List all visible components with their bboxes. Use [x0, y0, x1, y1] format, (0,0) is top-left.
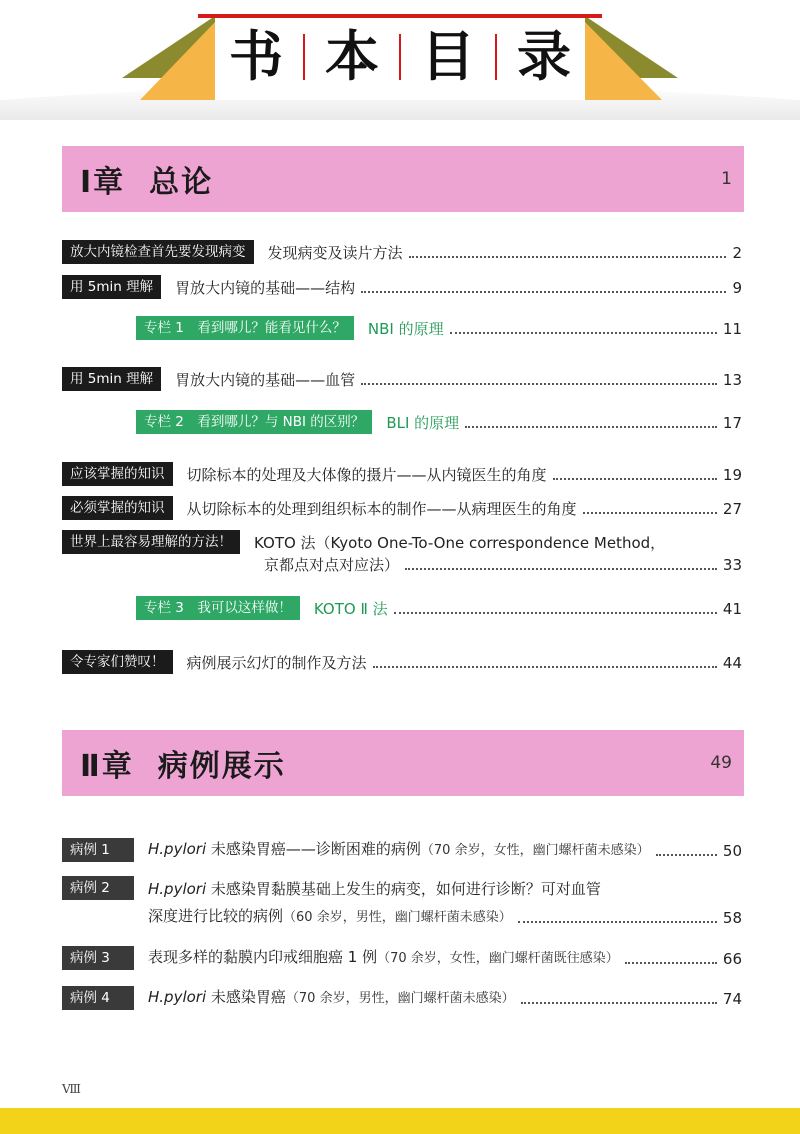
page-folio: Ⅷ [62, 1082, 81, 1096]
dot-leader [361, 383, 717, 385]
case-entry-first-line[interactable] [62, 876, 742, 900]
banner-separator [399, 34, 401, 80]
entry-text: 未感染胃黏膜基础上发生的病变，如何进行诊断？可对血管 [206, 880, 601, 898]
chapter-label: Ⅱ章 [80, 749, 134, 784]
toc-entry-column[interactable] [136, 316, 742, 340]
section-tag: 应该掌握的知识 [62, 462, 173, 486]
entry-italic: H.pylori [148, 840, 207, 858]
page-number: 58 [722, 909, 742, 927]
toc-entry-column[interactable] [136, 596, 742, 620]
toc-entry[interactable] [62, 240, 742, 264]
banner-separator [303, 34, 305, 80]
dot-leader [373, 666, 717, 668]
entry-text: 表现多样的黏膜内印戒细胞癌 1 例 [148, 948, 378, 966]
case-tag: 病例 2 [62, 876, 134, 900]
dot-leader [409, 256, 727, 258]
chapter-page-number: 1 [721, 169, 732, 189]
chapter-title: 总论 [149, 165, 214, 200]
entry-subtitle: （70 余岁，女性，幽门螺杆菌既往感染） [377, 951, 619, 966]
case-entry[interactable] [62, 986, 742, 1010]
section-tag: 令专家们赞叹！ [62, 650, 173, 674]
dot-leader [465, 426, 717, 428]
column-tag: 专栏 2 看到哪儿？与 NBI 的区别？ [136, 410, 372, 434]
entry-title: KOTO 法（Kyoto One-To-One correspondence Method， [254, 534, 666, 552]
case-entry[interactable] [62, 838, 742, 862]
entry-title-continued: 京都点对点对应法） [264, 556, 400, 574]
entry-title: KOTO Ⅱ 法 [313, 600, 388, 618]
chapter-title: 病例展示 [157, 749, 286, 784]
page-number: 44 [722, 654, 742, 672]
entry-title: 发现病变及读片方法 [267, 244, 403, 262]
banner-char: 录 [517, 25, 571, 88]
entry-title: 从切除标本的处理到组织标本的制作——从病理医生的角度 [186, 500, 577, 518]
dot-leader [583, 512, 717, 514]
entry-title: 胃放大内镜的基础——血管 [175, 371, 356, 389]
banner-title [215, 14, 585, 100]
page-number: 11 [722, 320, 742, 338]
toc-entry[interactable] [62, 367, 742, 391]
dot-leader [361, 291, 726, 293]
chapter-1-header[interactable] [62, 146, 744, 212]
case-tag: 病例 1 [62, 838, 134, 862]
page-number: 33 [722, 556, 742, 574]
toc-entry[interactable] [62, 650, 742, 674]
dot-leader [553, 478, 717, 480]
entry-subtitle: （60 余岁，男性，幽门螺杆菌未感染） [283, 910, 512, 925]
chapter-label: Ⅰ章 [80, 165, 126, 200]
case-tag: 病例 4 [62, 986, 134, 1010]
toc-entry[interactable] [62, 496, 742, 520]
page-number: 66 [722, 950, 742, 968]
dot-leader [518, 921, 717, 923]
toc-entry-second-line[interactable] [264, 554, 742, 576]
entry-title [148, 986, 515, 1010]
dot-leader [656, 854, 717, 856]
entry-title [148, 838, 650, 862]
entry-italic: H.pylori [148, 988, 207, 1006]
entry-title [148, 946, 619, 970]
case-entry-second-line[interactable] [148, 905, 742, 929]
banner-separator [495, 34, 497, 80]
entry-title: 胃放大内镜的基础——结构 [175, 279, 356, 297]
entry-title-continued [148, 905, 512, 929]
entry-title [148, 878, 601, 900]
toc-entry[interactable] [62, 275, 742, 299]
dot-leader [405, 568, 717, 570]
case-entry[interactable] [62, 946, 742, 970]
page-number: 19 [722, 466, 742, 484]
entry-subtitle: （70 余岁，男性，幽门螺杆菌未感染） [285, 991, 515, 1006]
section-tag: 世界上最容易理解的方法！ [62, 530, 240, 554]
page-number: 27 [722, 500, 742, 518]
page-number: 2 [732, 244, 742, 262]
page-number: 74 [722, 990, 742, 1008]
banner-char: 书 [229, 25, 283, 88]
page-number: 9 [732, 279, 742, 297]
dot-leader [394, 612, 717, 614]
section-tag: 用 5min 理解 [62, 367, 161, 391]
page-number: 41 [722, 600, 742, 618]
chapter-2-header[interactable] [62, 730, 744, 796]
toc-entry-column[interactable] [136, 410, 742, 434]
entry-text: 未感染胃癌 [206, 988, 286, 1006]
section-tag: 必须掌握的知识 [62, 496, 173, 520]
column-tag: 专栏 3 我可以这样做！ [136, 596, 300, 620]
dot-leader [450, 332, 717, 334]
dot-leader [521, 1002, 717, 1004]
entry-text: 深度进行比较的病例 [148, 907, 284, 925]
bottom-color-bar [0, 1108, 800, 1134]
column-tag: 专栏 1 看到哪儿？能看见什么？ [136, 316, 354, 340]
entry-title: NBI 的原理 [367, 320, 444, 338]
page-number: 50 [722, 842, 742, 860]
entry-subtitle: （70 余岁，女性，幽门螺杆菌未感染） [420, 843, 650, 858]
entry-italic: H.pylori [148, 880, 207, 898]
entry-title: 病例展示幻灯的制作及方法 [186, 654, 367, 672]
toc-entry-first-line[interactable] [62, 530, 742, 554]
entry-title: 切除标本的处理及大体像的摄片——从内镜医生的角度 [186, 466, 547, 484]
section-tag: 用 5min 理解 [62, 275, 161, 299]
banner-char: 目 [421, 25, 475, 88]
entry-title: BLI 的原理 [386, 414, 460, 432]
chapter-page-number: 49 [710, 753, 732, 773]
case-tag: 病例 3 [62, 946, 134, 970]
page-number: 13 [722, 371, 742, 389]
banner-char: 本 [325, 25, 379, 88]
section-tag: 放大内镜检查首先要发现病变 [62, 240, 254, 264]
entry-text: 未感染胃癌——诊断困难的病例 [206, 840, 421, 858]
dot-leader [625, 962, 717, 964]
page-number: 17 [722, 414, 742, 432]
toc-entry[interactable] [62, 462, 742, 486]
